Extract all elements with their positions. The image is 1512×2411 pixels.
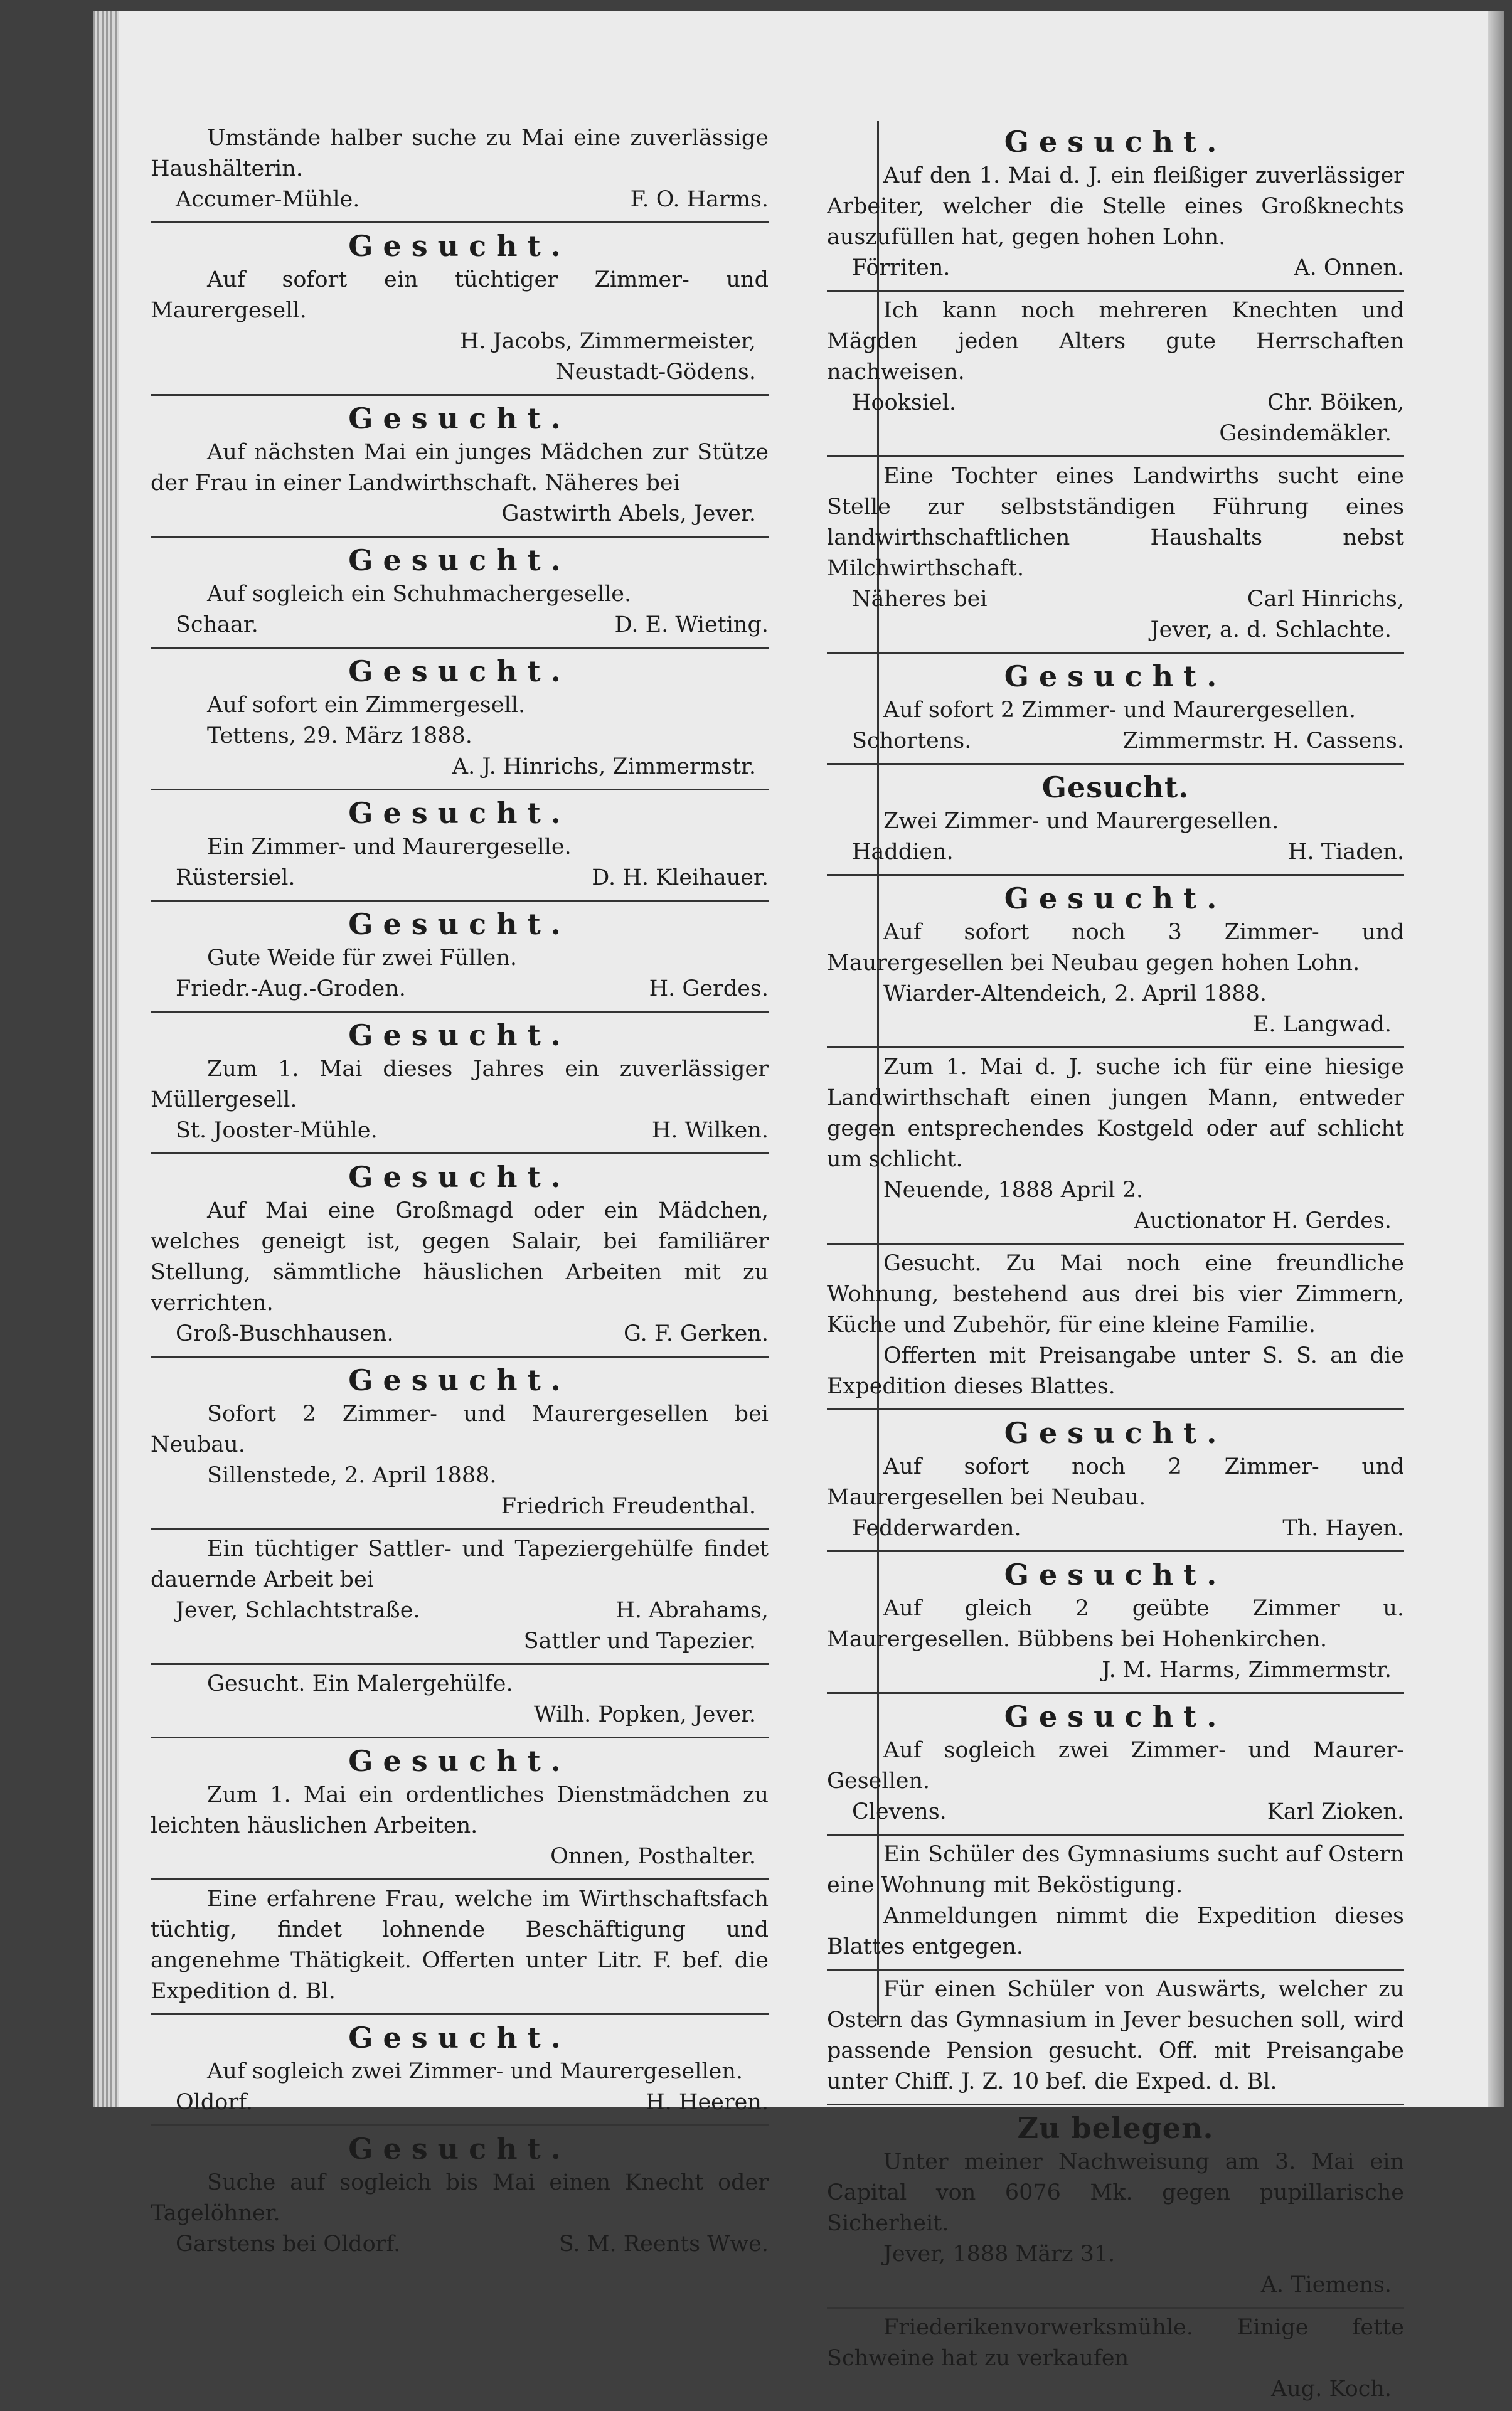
ad-text: Auf den 1. Mai d. J. ein fleißiger zuverlässiger Arbeiter, welcher die Stelle eines Großknechts auszufüllen hat, gegen hohen Lohn. — [827, 163, 1404, 250]
ad-text: Neuende, 1888 April 2. — [883, 1178, 1144, 1203]
ad-text: Auf sogleich zwei Zimmer- und Maurergesellen. — [207, 2059, 743, 2084]
ad-heading: Gesucht. — [348, 796, 571, 830]
classified-ad — [827, 1410, 1404, 1552]
ad-heading: Gesucht. — [348, 229, 571, 263]
ad-text: Suche auf sogleich bis Mai einen Knecht oder Tagelöhner. — [151, 2170, 769, 2226]
classified-ad — [151, 119, 769, 223]
classified-ad — [151, 1530, 769, 1665]
ad-advertiser: D. H. Kleihauer. — [592, 865, 769, 890]
ad-place: Clevens. — [852, 1799, 947, 1824]
ad-signature: Wilh. Popken, Jever. — [533, 1702, 756, 1727]
ad-heading: Gesucht. — [1004, 1558, 1227, 1592]
ad-heading: Gesucht. — [348, 1744, 571, 1778]
ad-text: Gute Weide für zwei Füllen. — [207, 945, 518, 971]
ad-place: Friedr.-Aug.-Groden. — [176, 976, 406, 1001]
ad-text: Auf sofort noch 3 Zimmer- und Maurergesellen bei Neubau gegen hohen Lohn. — [827, 920, 1404, 976]
ad-text: Auf sofort ein Zimmergesell. — [207, 693, 526, 718]
left-column — [151, 119, 769, 2266]
ad-place: Schaar. — [176, 612, 258, 637]
page-fold-shadow — [1488, 11, 1504, 2107]
ad-signature: H. Jacobs, Zimmermeister, — [459, 329, 756, 354]
ad-heading: Gesucht. — [1004, 1700, 1227, 1733]
ad-place-signature — [151, 1319, 769, 1349]
ad-text: Auf sogleich zwei Zimmer- und Maurer-Gesellen. — [827, 1738, 1404, 1794]
classified-ad — [151, 1013, 769, 1154]
ad-text: Auf nächsten Mai ein junges Mädchen zur Stütze der Frau in einer Landwirthschaft. Näheres bei — [151, 440, 769, 496]
ad-text: Zwei Zimmer- und Maurergesellen. — [883, 809, 1279, 834]
ad-place: Näheres bei — [852, 587, 988, 612]
ad-text: Auf Mai eine Großmagd oder ein Mädchen, welches geneigt ist, gegen Salair, bei familiärer Stellung, sämmtliche häuslichen Arbeiten mit zu verrichten. — [151, 1198, 769, 1316]
ad-heading: Gesucht. — [1004, 659, 1227, 693]
ad-place: Oldorf. — [176, 2090, 253, 2115]
ad-advertiser: H. Wilken. — [651, 1118, 769, 1143]
ad-place-signature — [151, 863, 769, 893]
ad-text: Auf sofort 2 Zimmer- und Maurergesellen. — [883, 698, 1356, 723]
ad-text: Ein Zimmer- und Maurergeselle. — [207, 834, 572, 860]
classified-ad — [827, 119, 1404, 292]
ad-place: Rüstersiel. — [176, 865, 295, 890]
ad-signature: Gastwirth Abels, Jever. — [501, 501, 756, 526]
classified-ad — [827, 1971, 1404, 2105]
ad-heading: Gesucht. — [348, 1363, 571, 1397]
ad-place: Accumer-Mühle. — [176, 187, 360, 212]
ad-signature: A. J. Hinrichs, Zimmermstr. — [452, 754, 756, 779]
classified-ad — [151, 902, 769, 1013]
ad-place-signature — [827, 253, 1404, 284]
classified-ad — [827, 292, 1404, 457]
ad-advertiser: Th. Hayen. — [1282, 1516, 1404, 1541]
ad-place-signature — [151, 184, 769, 215]
ad-signature: Gesindemäkler. — [1219, 421, 1392, 446]
ad-text: Gesucht. Zu Mai noch eine freundliche Wohnung, bestehend aus drei bis vier Zimmern, Küche und Zubehör, für eine kleine Familie. — [827, 1251, 1404, 1338]
ad-text: Ein tüchtiger Sattler- und Tapeziergehülfe findet dauernde Arbeit bei — [151, 1536, 769, 1592]
ad-heading: Gesucht. — [1004, 1416, 1227, 1450]
classified-ad — [827, 765, 1404, 876]
ad-heading: Gesucht. — [1004, 881, 1227, 915]
ad-text: Unter meiner Nachweisung am 3. Mai ein Capital von 6076 Mk. gegen pupillarische Sicherheit. — [827, 2149, 1404, 2236]
classified-ad — [151, 649, 769, 790]
ad-place: Schortens. — [852, 728, 972, 753]
classified-ad — [151, 538, 769, 649]
classified-ad — [827, 457, 1404, 654]
classified-ad — [151, 1154, 769, 1358]
ad-advertiser: Chr. Böiken, — [1267, 390, 1404, 415]
ad-text: Gesucht. Ein Malergehülfe. — [207, 1671, 513, 1696]
ad-advertiser: H. Tiaden. — [1288, 839, 1404, 865]
ad-text: Für einen Schüler von Auswärts, welcher zu Ostern das Gymnasium in Jever besuchen soll, wird passende Pension gesucht. Off. mit Preisangabe unter Chiff. J. Z. 10 bef. die Exped. d. Bl. — [827, 1977, 1404, 2094]
ad-signature: J. M. Harms, Zimmermstr. — [1102, 1658, 1392, 1683]
ad-place-signature — [827, 1513, 1404, 1544]
ad-advertiser: D. E. Wieting. — [614, 612, 769, 637]
ad-place-signature — [151, 610, 769, 641]
ad-place: Hooksiel. — [852, 390, 957, 415]
ad-advertiser: F. O. Harms. — [630, 187, 769, 212]
classified-ad — [827, 2309, 1404, 2411]
classified-ad — [151, 1358, 769, 1530]
page-stack-edge — [93, 11, 119, 2107]
ad-advertiser: S. M. Reents Wwe. — [558, 2232, 769, 2257]
ad-heading: Gesucht. — [348, 654, 571, 688]
ad-signature: Auctionator H. Gerdes. — [1134, 1208, 1392, 1233]
ad-place-signature — [151, 1115, 769, 1146]
classified-ad — [827, 1048, 1404, 1245]
ad-heading: Gesucht. — [348, 1018, 571, 1052]
ad-place-signature — [151, 1595, 769, 1626]
ad-place: Groß-Buschhausen. — [176, 1321, 394, 1346]
ad-text: Auf gleich 2 geübte Zimmer u. Maurergesellen. Bübbens bei Hohenkirchen. — [827, 1596, 1404, 1652]
ad-heading: Gesucht. — [348, 2021, 571, 2055]
ad-signature: Neustadt-Gödens. — [556, 359, 756, 385]
ad-text: Umstände halber suche zu Mai eine zuverlässige Haushälterin. — [151, 125, 769, 181]
ad-place-signature — [827, 726, 1404, 757]
ad-advertiser: G. F. Gerken. — [623, 1321, 769, 1346]
ad-heading: Gesucht. — [1041, 770, 1190, 804]
ad-advertiser: Zimmermstr. H. Cassens. — [1122, 728, 1404, 753]
ad-advertiser: Karl Zioken. — [1267, 1799, 1404, 1824]
ad-signature: Friedrich Freudenthal. — [501, 1494, 756, 1519]
ad-place-signature — [827, 1797, 1404, 1828]
classified-ad — [827, 1694, 1404, 1836]
classified-ad — [827, 1552, 1404, 1694]
classified-ad — [827, 1245, 1404, 1410]
classified-ad — [827, 654, 1404, 765]
classified-ad — [151, 1738, 769, 1880]
ad-place: Jever, Schlachtstraße. — [176, 1598, 420, 1623]
ad-place: Fedderwarden. — [852, 1516, 1021, 1541]
right-column — [827, 119, 1404, 2411]
ad-place-signature — [827, 584, 1404, 615]
ad-advertiser: Carl Hinrichs, — [1247, 587, 1404, 612]
classified-ad — [827, 1836, 1404, 1971]
ad-signature: Onnen, Posthalter. — [550, 1844, 756, 1869]
ad-text: Zum 1. Mai d. J. suche ich für eine hiesige Landwirthschaft einen jungen Mann, entweder gegen entsprechendes Kostgeld oder auf schlicht um schlicht. — [827, 1055, 1404, 1172]
ad-advertiser: A. Onnen. — [1294, 255, 1404, 280]
ad-heading: Gesucht. — [348, 1160, 571, 1194]
ad-text: Eine Tochter eines Landwirths sucht eine Stelle zur selbstständigen Führung eines landwirthschaftlichen Haushalts nebst Milchwirthschaft. — [827, 464, 1404, 581]
ad-signature: Jever, a. d. Schlachte. — [1150, 617, 1392, 642]
ad-text: Auf sofort noch 2 Zimmer- und Maurergesellen bei Neubau. — [827, 1454, 1404, 1510]
ad-signature: E. Langwad. — [1252, 1012, 1392, 1037]
ad-signature: Aug. Koch. — [1270, 2376, 1392, 2402]
classified-ad — [827, 2105, 1404, 2309]
ad-text: Anmeldungen nimmt die Expedition dieses Blattes entgegen. — [827, 1903, 1404, 1959]
ad-heading: Gesucht. — [1004, 125, 1227, 159]
ad-text: Friederikenvorwerksmühle. Einige fette Schweine hat zu verkaufen — [827, 2315, 1404, 2371]
ad-place: St. Jooster-Mühle. — [176, 1118, 378, 1143]
ad-text: Wiarder-Altendeich, 2. April 1888. — [883, 981, 1267, 1006]
ad-heading: Gesucht. — [348, 402, 571, 435]
ad-text: Offerten mit Preisangabe unter S. S. an die Expedition dieses Blattes. — [827, 1343, 1404, 1399]
ad-text: Sillenstede, 2. April 1888. — [207, 1463, 497, 1488]
ad-text: Zum 1. Mai ein ordentliches Dienstmädchen zu leichten häuslichen Arbeiten. — [151, 1782, 769, 1838]
ad-advertiser: H. Abrahams, — [615, 1598, 769, 1623]
ad-advertiser: H. Gerdes. — [649, 976, 769, 1001]
ad-text: Sofort 2 Zimmer- und Maurergesellen bei Neubau. — [151, 1402, 769, 1457]
classified-ad — [151, 396, 769, 538]
classified-ad — [151, 223, 769, 396]
ad-place: Haddien. — [852, 839, 954, 865]
ad-place-signature — [151, 974, 769, 1004]
ad-heading: Gesucht. — [348, 907, 571, 941]
ad-place-signature — [827, 388, 1404, 418]
ad-place-signature — [151, 2229, 769, 2260]
ad-place: Förriten. — [852, 255, 950, 280]
ad-place-signature — [827, 837, 1404, 868]
ad-heading: Gesucht. — [348, 543, 571, 577]
ad-signature: Sattler und Tapezier. — [523, 1629, 756, 1654]
ad-text: Auf sofort ein tüchtiger Zimmer- und Maurergesell. — [151, 267, 769, 323]
ad-signature: A. Tiemens. — [1260, 2272, 1392, 2297]
ad-text: Ich kann noch mehreren Knechten und Mägden jeden Alters gute Herrschaften nachweisen. — [827, 298, 1404, 385]
ad-text: Auf sogleich ein Schuhmachergeselle. — [207, 582, 632, 607]
classified-ad — [151, 2015, 769, 2126]
classified-ad — [827, 876, 1404, 1048]
ad-heading: Zu belegen. — [1017, 2111, 1214, 2145]
ad-text: Zum 1. Mai dieses Jahres ein zuverlässiger Müllergesell. — [151, 1056, 769, 1112]
classified-ad — [151, 1880, 769, 2015]
ad-text: Tettens, 29. März 1888. — [207, 723, 472, 748]
ad-text: Eine erfahrene Frau, welche im Wirthschaftsfach tüchtig, findet lohnende Beschäftigung und angenehme Thätigkeit. Offerten unter Litr. F. bef. die Expedition d. Bl. — [151, 1887, 769, 2004]
ad-heading: Gesucht. — [348, 2132, 571, 2166]
ad-advertiser: H. Heeren. — [646, 2090, 769, 2115]
classified-ad — [151, 1665, 769, 1738]
ad-text: Jever, 1888 März 31. — [883, 2242, 1115, 2267]
classified-ad — [151, 790, 769, 902]
classified-ad — [151, 2126, 769, 2266]
ad-text: Ein Schüler des Gymnasiums sucht auf Ostern eine Wohnung mit Beköstigung. — [827, 1842, 1404, 1898]
ad-place: Garstens bei Oldorf. — [176, 2232, 401, 2257]
